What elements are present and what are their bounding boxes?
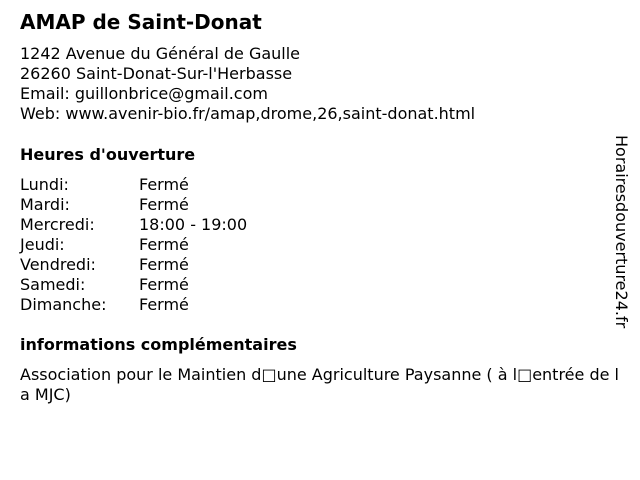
hours-time: Fermé bbox=[139, 275, 189, 294]
hours-time: Fermé bbox=[139, 295, 189, 314]
web-line: Web: www.avenir-bio.fr/amap,drome,26,saint-donat.html bbox=[20, 104, 476, 123]
hours-day: Lundi: bbox=[20, 175, 69, 194]
page-title: AMAP de Saint-Donat bbox=[20, 10, 262, 34]
hours-day: Mercredi: bbox=[20, 215, 95, 234]
postal-city: 26260 Saint-Donat-Sur-l'Herbasse bbox=[20, 64, 293, 83]
hours-time: Fermé bbox=[139, 195, 189, 214]
hours-time: Fermé bbox=[139, 175, 189, 194]
info-heading: informations complémentaires bbox=[20, 335, 297, 354]
hours-day: Samedi: bbox=[20, 275, 86, 294]
hours-day: Mardi: bbox=[20, 195, 70, 214]
hours-day: Vendredi: bbox=[20, 255, 96, 274]
hours-heading: Heures d'ouverture bbox=[20, 145, 196, 164]
hours-time: 18:00 - 19:00 bbox=[139, 215, 248, 234]
email-line: Email: guillonbrice@gmail.com bbox=[20, 84, 268, 103]
street-address: 1242 Avenue du Général de Gaulle bbox=[20, 44, 301, 63]
contact-block bbox=[20, 44, 475, 124]
site-watermark: Horairesdouverture24.fr bbox=[612, 135, 631, 329]
hours-day: Jeudi: bbox=[20, 235, 65, 254]
hours-time: Fermé bbox=[139, 255, 189, 274]
info-description: Association pour le Maintien d□une Agriculture Paysanne ( à l□entrée de la MJC) bbox=[20, 365, 619, 404]
hours-day: Dimanche: bbox=[20, 295, 107, 314]
hours-time: Fermé bbox=[139, 235, 189, 254]
